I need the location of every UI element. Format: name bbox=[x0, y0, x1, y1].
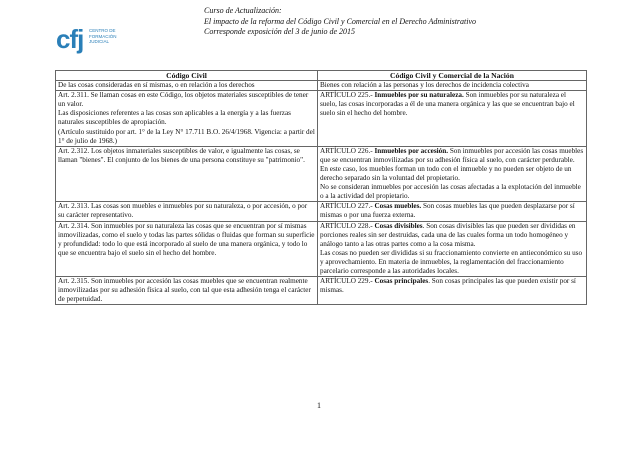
table-row bbox=[56, 81, 587, 91]
table-row bbox=[56, 221, 587, 277]
header-codigo-civil: Código Civil bbox=[56, 71, 318, 81]
left-cell: Art. 2.312. Los objetos inmateriales susceptibles de valor, e igualmente las cosas, se llaman "bienes". El conjunto de los bienes de una persona constituye su "patrimonio". bbox=[56, 146, 318, 202]
logo-subtitle: CENTRO DE FORMACIÓN JUDICIAL bbox=[89, 28, 117, 44]
left-cell: Art. 2.311. Se llaman cosas en este Código, los objetos materiales susceptibles de tener un valor. Las disposiciones referentes a las cosas son aplicables a la energía y a las fuerzas naturales susceptibles de apropiación. (Artículo sustituido por art. 1° de la Ley N° 17.711 B.O. 26/4/1968. Vigencia: a partir del 1° de julio de 1968.) bbox=[56, 91, 318, 147]
right-cell: ARTÍCULO 226.- Inmuebles por accesión. Son inmuebles por accesión las cosas muebles que se encuentran inmovilizadas por su adhesión física al suelo, con carácter perdurable. En este caso, los muebles forman un todo con el inmueble y no pueden ser objeto de un derecho separado sin la voluntad del propietario. No se consideran inmuebles por accesión las cosas afectadas a la explotación del inmueble o a la actividad del propietario. bbox=[318, 146, 587, 202]
table-row bbox=[56, 146, 587, 202]
table-row bbox=[56, 202, 587, 221]
left-cell: Art. 2.315. Son inmuebles por accesión las cosas muebles que se encuentran realmente inmovilizadas por su adhesión física al suelo, con tal que esta adhesión tenga el carácter de perpetuidad. bbox=[56, 277, 318, 305]
comparison-table bbox=[55, 70, 587, 305]
right-cell: ARTÍCULO 225.- Inmuebles por su naturaleza. Son inmuebles por su naturaleza el suelo, las cosas incorporadas a él de una manera orgánica y las que se encuentran bajo el suelo sin el hecho del hombre. bbox=[318, 91, 587, 147]
right-cell: ARTÍCULO 227.- Cosas muebles. Son cosas muebles las que pueden desplazarse por sí mismas o por una fuerza externa. bbox=[318, 202, 587, 221]
cfj-logo bbox=[56, 24, 126, 54]
document-header bbox=[204, 6, 476, 38]
page-number: 1 bbox=[317, 401, 321, 410]
table-row bbox=[56, 277, 587, 305]
header-topic: El impacto de la reforma del Código Civil y Comercial en el Derecho Administrativo bbox=[204, 16, 477, 26]
logo-letters: cfj bbox=[56, 24, 84, 54]
left-cell: Art. 2.313. Las cosas son muebles e inmuebles por su naturaleza, o por accesión, o por su carácter representativo. bbox=[56, 202, 318, 221]
right-cell: Bienes con relación a las personas y los derechos de incidencia colectiva bbox=[318, 81, 587, 91]
right-cell: ARTÍCULO 228.- Cosas divisibles. Son cosas divisibles las que pueden ser divididas en porciones reales sin ser destruidas, cada una de las cuales forma un todo homogéneo y análogo tanto a las otras partes como a la cosa misma. Las cosas no pueden ser divididas si su fraccionamiento convierte en antieconómico su uso y aprovechamiento. En materia de inmuebles, la reglamentación del fraccionamiento parcelario corresponde a las autoridades locales. bbox=[318, 221, 587, 277]
header-date: Corresponde exposición del 3 de junio de 2015 bbox=[204, 27, 356, 36]
left-cell: De las cosas consideradas en sí mismas, o en relación a los derechos bbox=[56, 81, 318, 91]
left-cell: Art. 2.314. Son inmuebles por su naturaleza las cosas que se encuentran por sí mismas inmovilizadas, como el suelo y todas las partes sólidas o fluidas que forman su superficie y profundidad: todo lo que está incorporado al suelo de una manera orgánica, y todo lo que se encuentra bajo el suelo sin el hecho del hombre. bbox=[56, 221, 318, 277]
header-codigo-civil-comercial: Código Civil y Comercial de la Nación bbox=[318, 71, 587, 81]
table-header-row bbox=[56, 71, 587, 81]
right-cell: ARTÍCULO 229.- Cosas principales. Son cosas principales las que pueden existir por sí mismas. bbox=[318, 277, 587, 305]
header-course: Curso de Actualización: bbox=[204, 6, 282, 15]
table-row bbox=[56, 91, 587, 147]
